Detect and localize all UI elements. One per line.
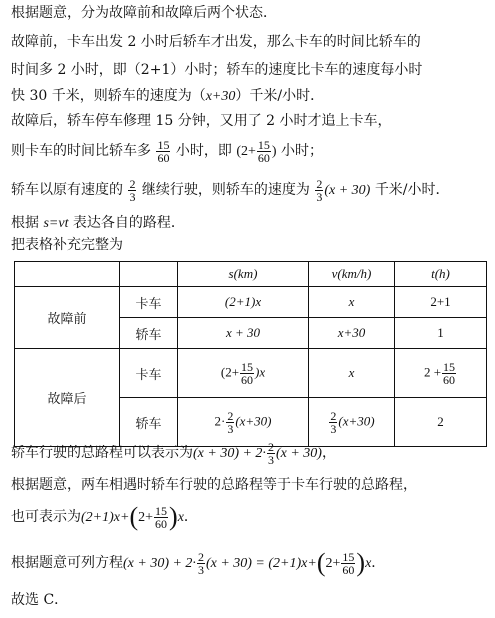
group-after: 故障后 (15, 349, 120, 447)
cell-s: 2· $\frac{2}{3}$ (x+30) (178, 398, 309, 447)
header-v: v(km/h) (309, 262, 395, 287)
cell-s: x + 30 (178, 318, 309, 349)
line-6-text-b: 小时，即 (175, 143, 232, 159)
line-4 (11, 87, 324, 106)
line-8-text-a: 根据 (11, 215, 39, 231)
fraction-2-3: $\frac{2}{3}$ (197, 549, 204, 577)
line-3: 时间多 2 小时，即（2+1）小时；轿车的速度比卡车的速度每小时 (11, 62, 423, 78)
vehicle-truck: 卡车 (120, 287, 178, 318)
line-13: 根据题意可列方程(x + 30) + 2· $\frac{2}{3}$ (x + 30) = (2+1)x+(2+ $\frac{15}{60}$ )x． (11, 548, 386, 577)
line-12-math: (2+1)x+ (81, 510, 130, 525)
cell-s: (2+1)x (178, 287, 309, 318)
cell-v: x+30 (309, 318, 395, 349)
line-11: 根据题意，两车相遇时轿车行驶的总路程等于卡车行驶的总路程， (11, 477, 417, 493)
cell-t: 1 (395, 318, 487, 349)
vehicle-truck: 卡车 (120, 349, 178, 398)
line-7-text-d: 千米/小时． (374, 182, 450, 198)
cell-s: (2+ $\frac{15}{60}$ )x (178, 349, 309, 398)
line-8 (11, 214, 185, 233)
cell-v: $\frac{2}{3}$ (x+30) (309, 398, 395, 447)
table-header-row (15, 262, 487, 287)
line-6 (11, 136, 323, 167)
header-cell (15, 262, 120, 287)
solution-table (14, 261, 487, 447)
line-4-text-a: 快 30 千米，则轿车的速度为（ (11, 88, 206, 104)
fraction-15-60: $\frac{15}{60}$ (157, 137, 170, 165)
line-12-text-a: 也可表示为 (11, 509, 81, 525)
fraction-2-3-b: $\frac{2}{3}$ (316, 176, 323, 204)
table-row (15, 349, 487, 398)
line-8-text-b: 表达各自的路程． (72, 215, 185, 231)
line-8-math: s=vt (43, 216, 69, 231)
table-row (15, 287, 487, 318)
cell-t: 2 (395, 398, 487, 447)
line-10 (11, 438, 336, 469)
line-13-math-b: (x + 30) = (2+1)x+ (205, 556, 317, 571)
header-s: s(km) (178, 262, 309, 287)
line-7-math: (x + 30) (324, 183, 371, 198)
line-13-math-a: (x + 30) + 2· (123, 556, 196, 571)
cell-t: 2+1 (395, 287, 487, 318)
line-6-expr: (2+ $\frac{15}{60}$ ) (236, 138, 277, 166)
line-14: 故选 C． (11, 592, 69, 608)
vehicle-car: 轿车 (120, 318, 178, 349)
vehicle-car: 轿车 (120, 398, 178, 447)
line-4-text-b: ）千米/小时． (235, 88, 325, 104)
line-6-text-c: 小时； (281, 143, 324, 159)
header-cell (120, 262, 178, 287)
line-10-text-a: 轿车行驶的总路程可以表示为 (11, 445, 193, 461)
line-7-text-b: 继续行驶，则轿车的速度为 (141, 182, 310, 198)
line-9: 把表格补充完整为 (11, 237, 123, 253)
line-10-text-b: ， (321, 445, 336, 461)
fraction-2-3: $\frac{2}{3}$ (129, 176, 136, 204)
cell-v: x (309, 287, 395, 318)
line-10-math-b: (x + 30) (275, 446, 322, 461)
line-5: 故障后，轿车停车修理 15 分钟，又用了 2 小时才追上卡车， (11, 113, 392, 129)
cell-v: x (309, 349, 395, 398)
line-7-text-a: 轿车以原有速度的 (11, 182, 123, 198)
line-2: 故障前，卡车出发 2 小时后轿车才出发，那么卡车的时间比轿车的 (11, 34, 421, 50)
line-13-text-a: 根据题意可列方程 (11, 555, 123, 571)
line-12: 也可表示为(2+1)x+(2+ $\frac{15}{60}$ )x． (11, 502, 198, 531)
line-7 (11, 175, 450, 206)
line-4-math: x+30 (205, 89, 236, 104)
group-before: 故障前 (15, 287, 120, 349)
line-10-math-a: (x + 30) + 2· (193, 446, 266, 461)
line-6-text-a: 则卡车的时间比轿车多 (11, 143, 151, 159)
line-1: 根据题意，分为故障前和故障后两个状态． (11, 5, 277, 21)
fraction-2-3: $\frac{2}{3}$ (267, 439, 274, 467)
header-t: t(h) (395, 262, 487, 287)
cell-t: 2 + $\frac{15}{60}$ (395, 349, 487, 398)
